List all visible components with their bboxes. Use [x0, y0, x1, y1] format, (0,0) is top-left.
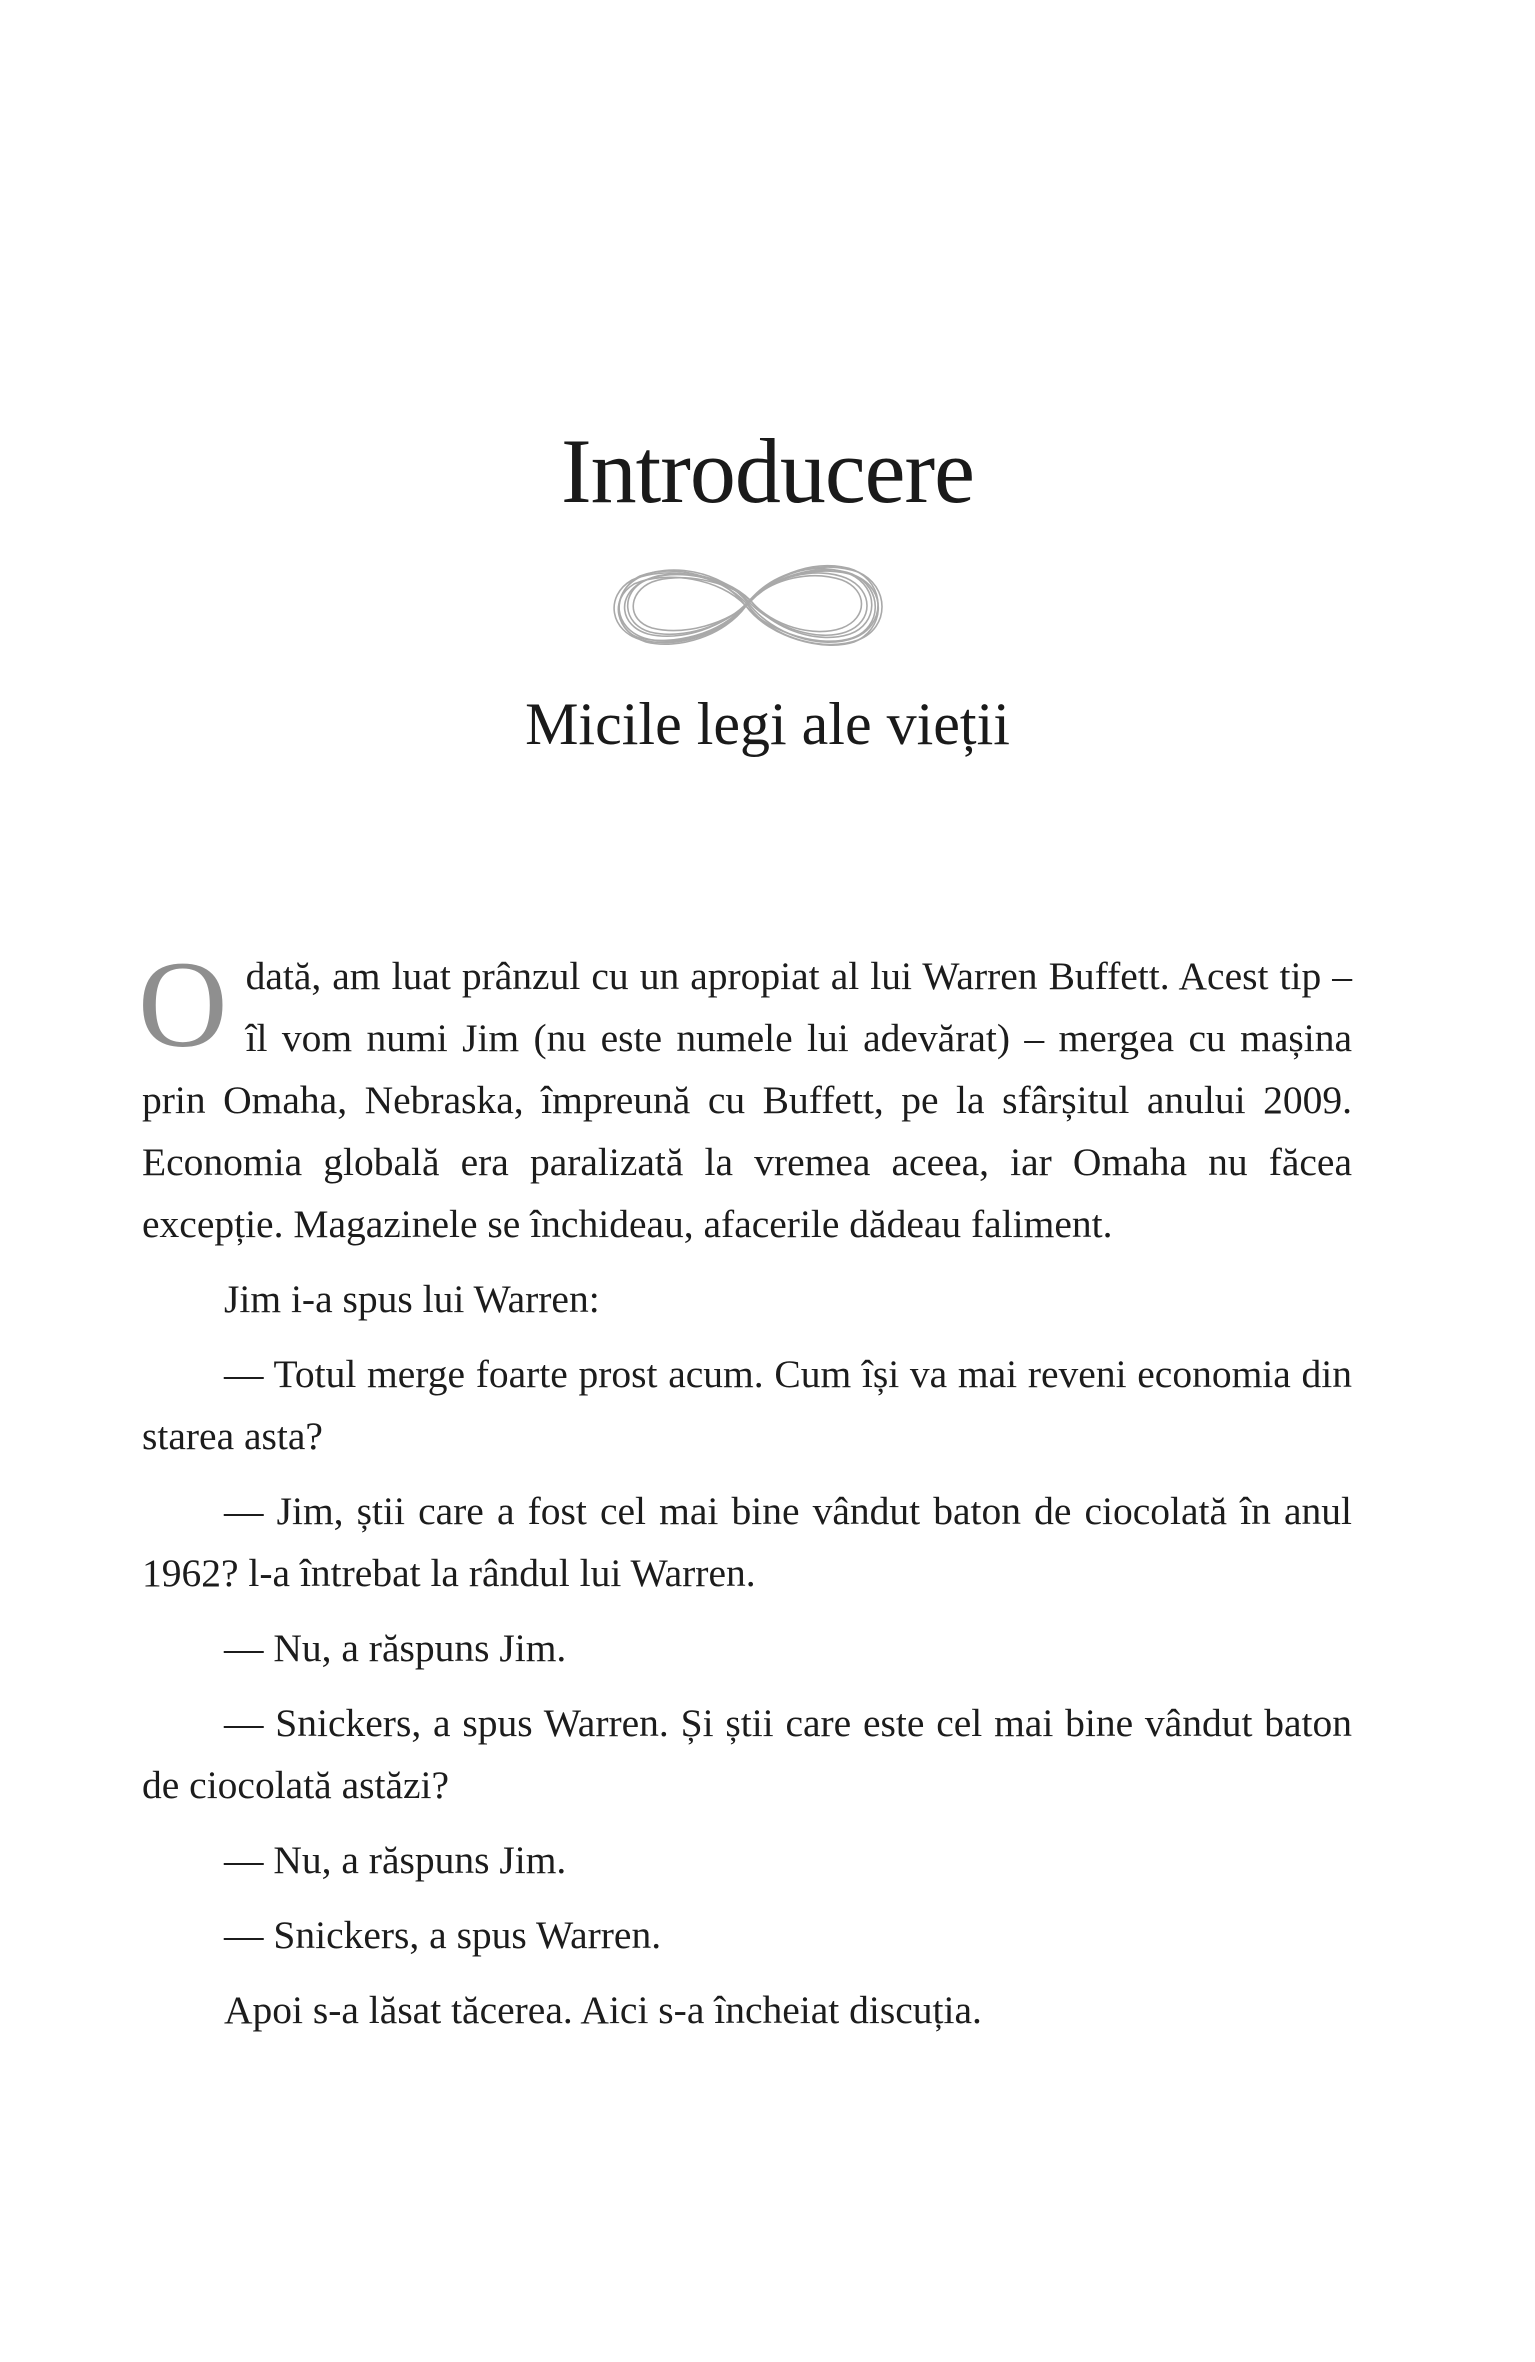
paragraph-6: — Snickers, a spus Warren. Și știi care este cel mai bine vândut baton de ciocolată astăzi? — [142, 1701, 1352, 1807]
paragraph-4: — Jim, știi care a fost cel mai bine vândut baton de ciocolată în anul 1962? l-a întrebat la rândul lui Warren. — [142, 1489, 1352, 1595]
chapter-subtitle: Micile legi ale vieții — [525, 691, 1010, 757]
paragraph-7: — Nu, a răspuns Jim. — [224, 1838, 567, 1882]
chapter-title: Introducere — [561, 420, 974, 522]
paragraph-3: — Totul merge foarte prost acum. Cum își va mai reveni economia din starea asta? — [142, 1352, 1352, 1458]
body-text — [138, 936, 1352, 2054]
paragraph-1 — [138, 936, 1352, 1255]
paragraph-1-text: dată, am luat prânzul cu un apropiat al lui Warren Buffett. Acest tip – îl vom numi Jim (nu este numele lui adevărat) – mergea cu mașina prin Omaha, Nebraska, împreună cu Buffett, pe la sfârșitul anului 2009. Economia globală era paralizată la vremea aceea, iar Omaha nu făcea excepție. Magazinele se închideau, afacerile dădeau faliment. — [142, 954, 1352, 1246]
paragraph-5: — Nu, a răspuns Jim. — [224, 1626, 567, 1670]
paragraph-9: Apoi s-a lăsat tăcerea. Aici s-a încheiat discuția. — [224, 1988, 982, 2032]
paragraph-2: Jim i-a spus lui Warren: — [224, 1277, 600, 1321]
infinity-scribble-icon — [604, 548, 892, 658]
paragraph-8: — Snickers, a spus Warren. — [224, 1913, 662, 1957]
drop-cap: O — [138, 936, 228, 1073]
